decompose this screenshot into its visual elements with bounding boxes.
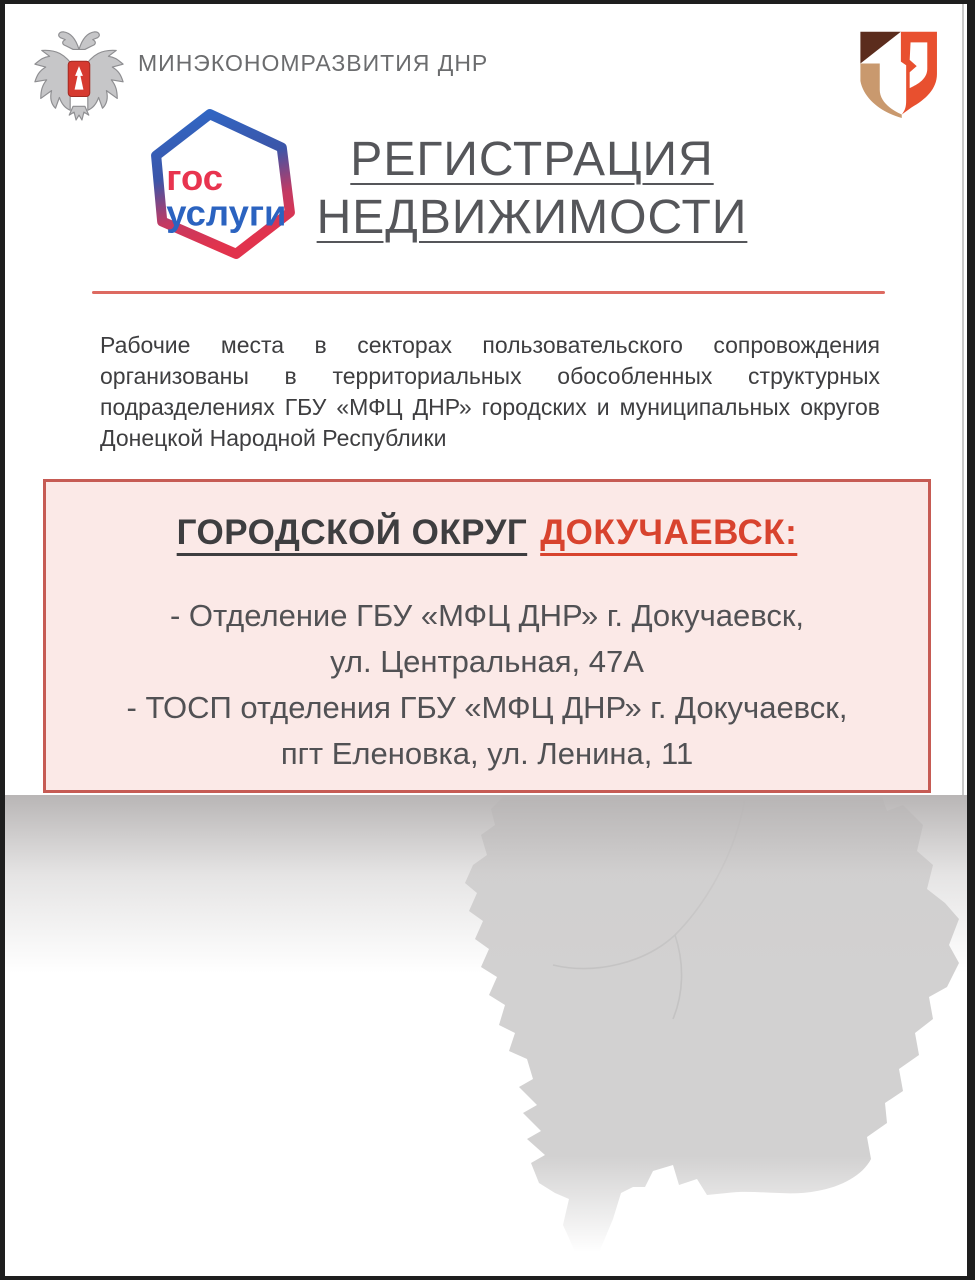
bottom-fade	[5, 1156, 967, 1276]
intro-line: организованы в территориальных обособленных структурных	[100, 363, 880, 389]
intro-line: Донецкой Народной Республики	[100, 425, 447, 451]
red-divider-line	[92, 291, 885, 294]
gosuslugi-word-uslugi: услуги	[166, 192, 287, 234]
office-address-line: ул. Центральная, 47А	[330, 644, 644, 679]
title-line-1: РЕГИСТРАЦИЯ	[350, 133, 714, 186]
gray-gradient-band	[5, 795, 967, 973]
heading-city: ДОКУЧАЕВСК:	[540, 513, 798, 552]
office-box-heading	[46, 513, 928, 553]
office-address-list	[46, 593, 928, 777]
dnr-coat-of-arms-icon	[30, 20, 128, 122]
office-info-box	[43, 479, 931, 793]
ministry-name: МИНЭКОНОМРАЗВИТИЯ ДНР	[138, 50, 489, 76]
title-line-2: НЕДВИЖИМОСТИ	[316, 191, 748, 244]
office-address-line: - ТОСП отделения ГБУ «МФЦ ДНР» г. Докучаевск,	[126, 690, 848, 725]
intro-line: подразделениях ГБУ «МФЦ ДНР» городских и муниципальных округов	[100, 394, 880, 420]
gosuslugi-logo-icon	[146, 108, 302, 260]
page-title	[298, 131, 766, 247]
map-section	[5, 795, 967, 1276]
mfc-logo-icon	[856, 30, 944, 118]
intro-paragraph	[100, 330, 880, 454]
office-address-line: - Отделение ГБУ «МФЦ ДНР» г. Докучаевск,	[169, 598, 805, 633]
intro-line: Рабочие места в секторах пользовательского сопровождения	[100, 332, 880, 358]
gosuslugi-word-gos: гос	[166, 157, 224, 199]
office-address-line: пгт Еленовка, ул. Ленина, 11	[280, 736, 694, 771]
heading-district: ГОРОДСКОЙ ОКРУГ	[176, 513, 528, 552]
